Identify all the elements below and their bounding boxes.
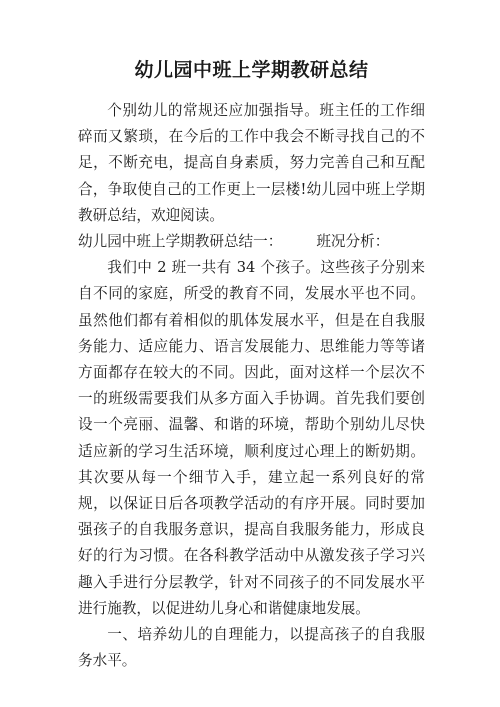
body-paragraph: 我们中 2 班一共有 34 个孩子。这些孩子分别来自不同的家庭，所受的教育不同，发展水平也不同。虽然他们都有着相似的肌体发展水平，但是在自我服务能力、适应能力、语言发展能力、思维能力等等诸方面都存在较大的不同。因此，面对这样一个层次不一的班级需要我们从多方面入手协调。首先我们要创设一个亮丽、温馨、和谐的环境，帮助个别幼儿尽快适应新的学习生活环境，顺利度过心理上的断奶期。其次要从每一个细节入手，建立起一系列良好的常规，以保证日后各项教学活动的有序开展。同时要加强孩子的自我服务意识，提高自我服务能力，形成良好的行为习惯。在各科教学活动中从激发孩子学习兴趣入手进行分层教学，针对不同孩子的不同发展水平进行施教，以促进幼儿身心和谐健康地发展。 bbox=[78, 259, 425, 617]
section-heading: 幼儿园中班上学期教研总结一： bbox=[78, 233, 283, 251]
section-heading-line bbox=[78, 229, 425, 255]
section-subheading: 班况分析： bbox=[316, 233, 390, 251]
document-title: 幼儿园中班上学期教研总结 bbox=[134, 59, 369, 81]
intro-paragraph: 个别幼儿的常规还应加强指导。班主任的工作细碎而又繁琐，在今后的工作中我会不断寻找自己的不足，不断充电，提高自身素质，努力完善自己和互配合，争取使自己的工作更上一层楼!幼儿园中班上学期教研总结，欢迎阅读。 bbox=[78, 102, 425, 224]
point-one-paragraph: 一、培养幼儿的自理能力，以提高孩子的自我服务水平。 bbox=[78, 626, 425, 670]
